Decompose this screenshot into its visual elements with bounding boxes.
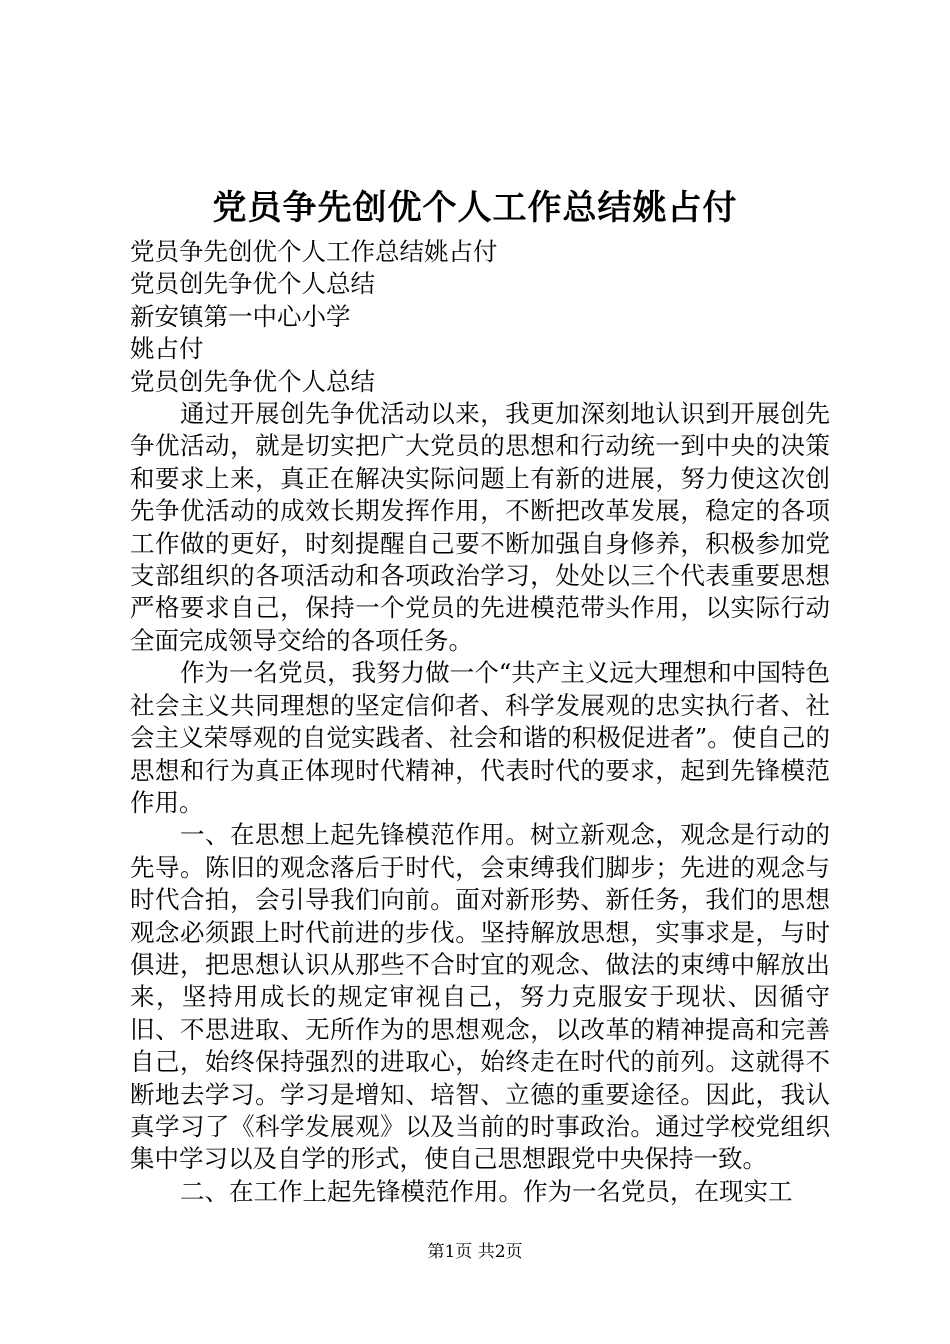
- meta-line-author: 姚占付: [130, 334, 204, 364]
- paragraph-party-member: 作为一名党员，我努力做一个“共产主义远大理想和中国特色社会主义共同理想的坚定信仰者、科学发展观的忠实执行者、社会主义荣辱观的自觉实践者、社会和谐的积极促进者”。使自己的思想和行为真正体现时代精神，代表时代的要求，起到先锋模范作用。: [130, 658, 830, 817]
- meta-line-subtitle: 党员创先争优个人总结: [130, 269, 375, 299]
- meta-line-school: 新安镇第一中心小学: [130, 301, 351, 331]
- paragraph-work: 二、在工作上起先锋模范作用。作为一名党员，在现实工: [180, 1176, 793, 1206]
- paragraph-intro: 通过开展创先争优活动以来，我更加深刻地认识到开展创先争优活动，就是切实把广大党员的思想和行动统一到中央的决策和要求上来，真正在解决实际问题上有新的进展，努力使这次创先争优活动的成效长期发挥作用，不断把改革发展，稳定的各项工作做的更好，时刻提醒自己要不断加强自身修养，积极参加党支部组织的各项活动和各项政治学习，处处以三个代表重要思想严格要求自己，保持一个党员的先进模范带头作用，以实际行动全面完成领导交给的各项任务。: [130, 399, 830, 655]
- page-number-footer: 第1页 共2页: [427, 1242, 523, 1262]
- meta-line-heading: 党员创先争优个人总结: [130, 366, 375, 396]
- meta-line-title: 党员争先创优个人工作总结姚占付: [130, 237, 498, 266]
- paragraph-thought: 一、在思想上起先锋模范作用。树立新观念，观念是行动的先导。陈旧的观念落后于时代，会束缚我们脚步；先进的观念与时代合拍，会引导我们向前。面对新形势、新任务，我们的思想观念必须跟上时代前进的步伐。坚持解放思想，实事求是，与时俱进，把思想认识从那些不合时宜的观念、做法的束缚中解放出来，坚持用成长的规定审视自己，努力克服安于现状、因循守旧、不思进取、无所作为的思想观念，以改革的精神提高和完善自己，始终保持强烈的进取心，始终走在时代的前列。这就得不断地去学习。学习是增知、培智、立德的重要途径。因此，我认真学习了《科学发展观》以及当前的时事政治。通过学校党组织集中学习以及自学的形式，使自己思想跟党中央保持一致。: [130, 820, 830, 1174]
- document-title: 党员争先创优个人工作总结姚占付: [212, 188, 738, 228]
- document-body: [130, 236, 830, 1208]
